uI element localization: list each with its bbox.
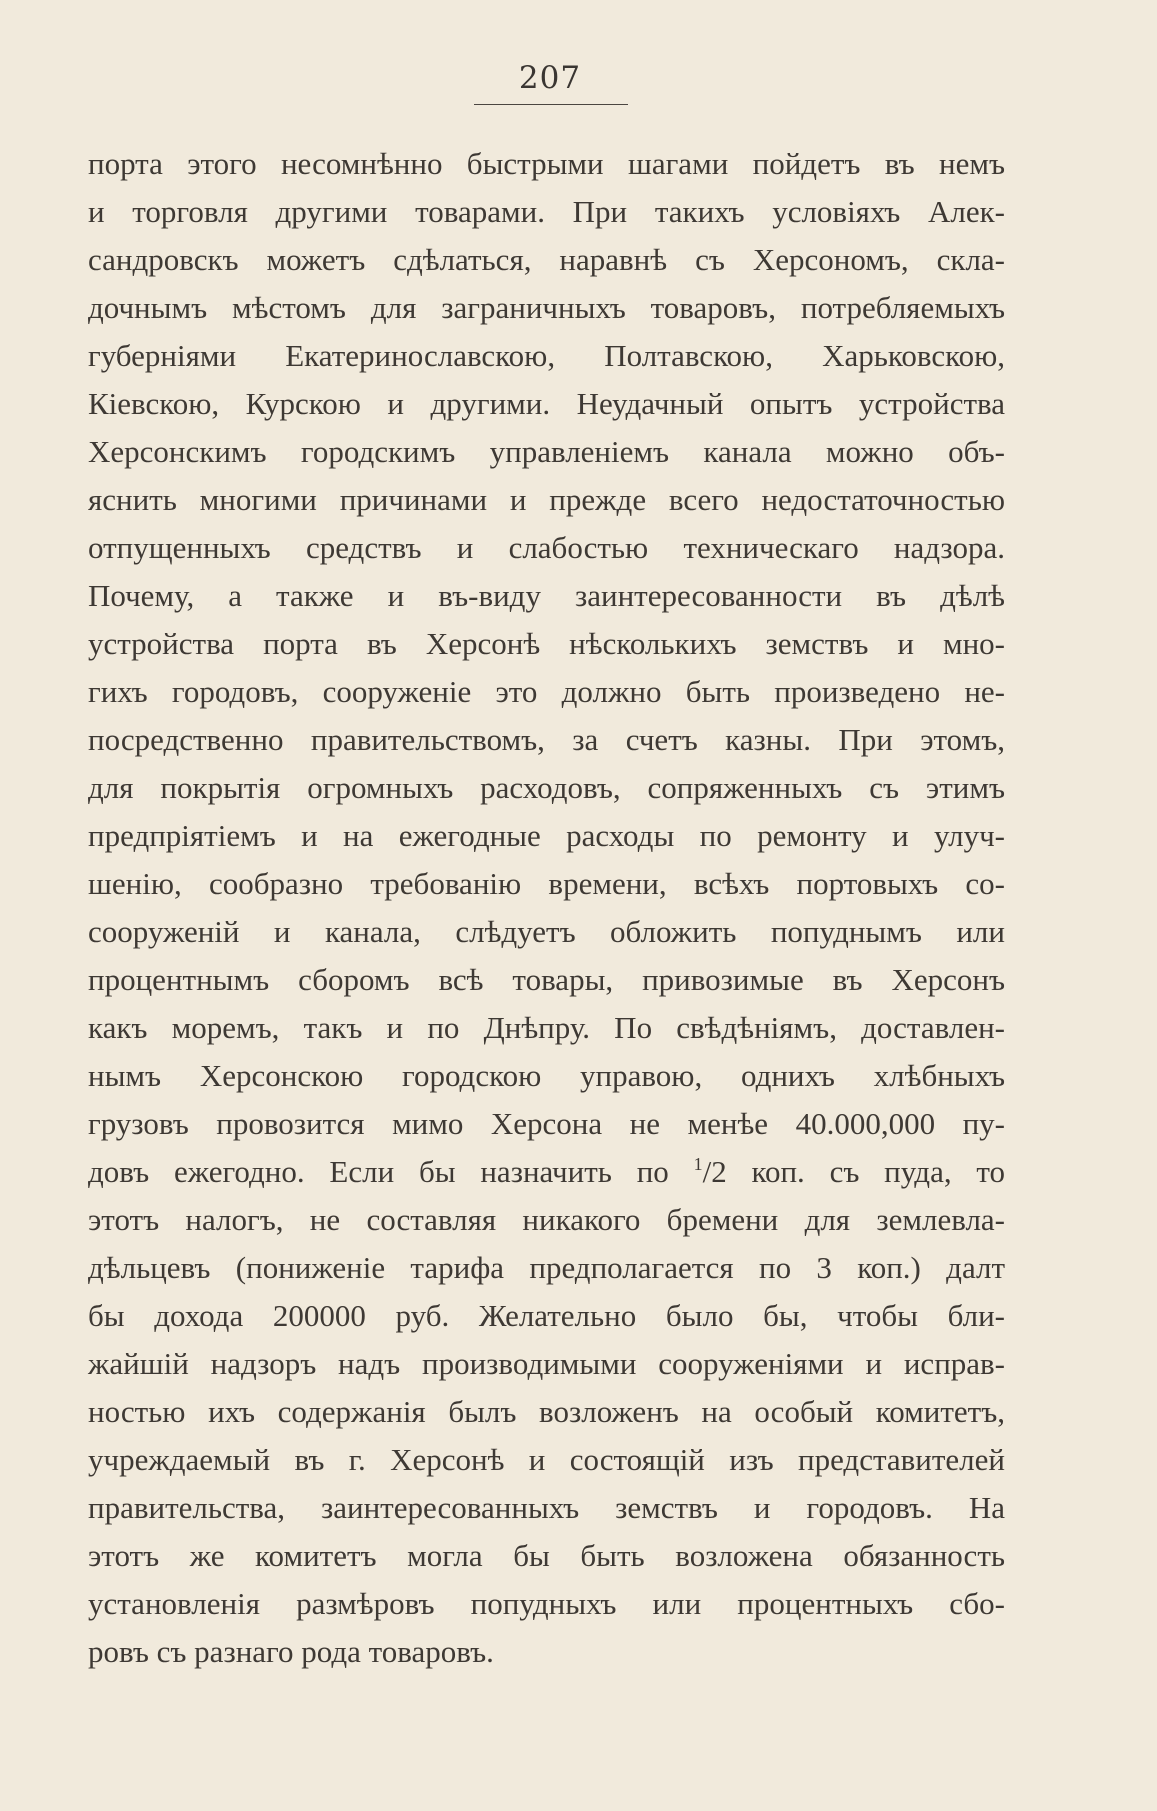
text-line: предпріятіемъ и на ежегодные расходы по ремонту и улуч- xyxy=(88,818,1005,853)
text-line: правительства, заинтересованныхъ земствъ и городовъ. На xyxy=(88,1490,1005,1525)
text-line: яснить многими причинами и прежде всего недостаточностью xyxy=(88,482,1005,517)
text-line: учреждаемый въ г. Херсонѣ и состоящій изъ представителей xyxy=(88,1442,1005,1477)
fraction-line-after: /2 коп. съ пуда, то xyxy=(702,1154,1005,1189)
text-line-last: ровъ съ разнаго рода товаровъ. xyxy=(88,1634,494,1669)
text-line: Почему, а также и въ-виду заинтересованности въ дѣлѣ xyxy=(88,578,1005,613)
text-line: бы дохода 200000 руб. Желательно было бы, чтобы бли- xyxy=(88,1298,1005,1333)
text-line: шенію, сообразно требованію времени, всѣхъ портовыхъ со- xyxy=(88,866,1005,901)
text-line: установленія размѣровъ попудныхъ или процентныхъ сбо- xyxy=(88,1586,1005,1621)
text-line: дочнымъ мѣстомъ для заграничныхъ товаровъ, потребляемыхъ xyxy=(88,290,1005,325)
fraction-line-before: довъ ежегодно. Если бы назначить по xyxy=(88,1154,694,1189)
text-line: устройства порта въ Херсонѣ нѣсколькихъ земствъ и мно- xyxy=(88,626,1005,661)
text-line: посредственно правительствомъ, за счетъ казны. При этомъ, xyxy=(88,722,1005,757)
text-line: ностью ихъ содержанія былъ возложенъ на особый комитетъ, xyxy=(88,1394,1005,1429)
text-line: процентнымъ сборомъ всѣ товары, привозимые въ Херсонъ xyxy=(88,962,1005,997)
text-line: Херсонскимъ городскимъ управленіемъ канала можно объ- xyxy=(88,434,1005,469)
text-line: для покрытія огромныхъ расходовъ, сопряженныхъ съ этимъ xyxy=(88,770,1005,805)
page-number: 207 xyxy=(518,60,582,96)
text-line: дѣльцевъ (пониженіе тарифа предполагается по 3 коп.) далт xyxy=(88,1250,1005,1285)
body-text xyxy=(88,140,1005,1676)
text-line: этотъ же комитетъ могла бы быть возложена обязанность xyxy=(88,1538,1005,1573)
text-line: и торговля другими товарами. При такихъ условіяхъ Алек- xyxy=(88,194,1005,229)
text-line: гихъ городовъ, сооруженіе это должно быть произведено не- xyxy=(88,674,1005,709)
text-line: жайшій надзоръ надъ производимыми сооруженіями и исправ- xyxy=(88,1346,1005,1381)
text-line: губерніями Екатеринославскою, Полтавскою, Харьковскою, xyxy=(88,338,1005,373)
text-line: отпущенныхъ средствъ и слабостью техническаго надзора. xyxy=(88,530,1005,565)
fraction-numerator: 1 xyxy=(693,1154,703,1174)
text-line: этотъ налогъ, не составляя никакого бремени для землевла- xyxy=(88,1202,1005,1237)
text-line: сооруженій и канала, слѣдуетъ обложить попуднымъ или xyxy=(88,914,1005,949)
text-line: Кіевскою, Курскою и другими. Неудачный опытъ устройства xyxy=(88,386,1005,421)
text-line: какъ моремъ, такъ и по Днѣпру. По свѣдѣніямъ, доставлен- xyxy=(88,1010,1005,1045)
text-line: нымъ Херсонскою городскою управою, однихъ хлѣбныхъ xyxy=(88,1058,1005,1093)
text-line: порта этого несомнѣнно быстрыми шагами пойдетъ въ немъ xyxy=(88,146,1005,181)
text-line: сандровскъ можетъ сдѣлаться, наравнѣ съ Херсономъ, скла- xyxy=(88,242,1005,277)
text-line: грузовъ провозится мимо Херсона не менѣе 40.000,000 пу- xyxy=(88,1106,1005,1141)
text-line-with-fraction xyxy=(88,1148,1005,1196)
page-number-rule xyxy=(474,104,628,105)
